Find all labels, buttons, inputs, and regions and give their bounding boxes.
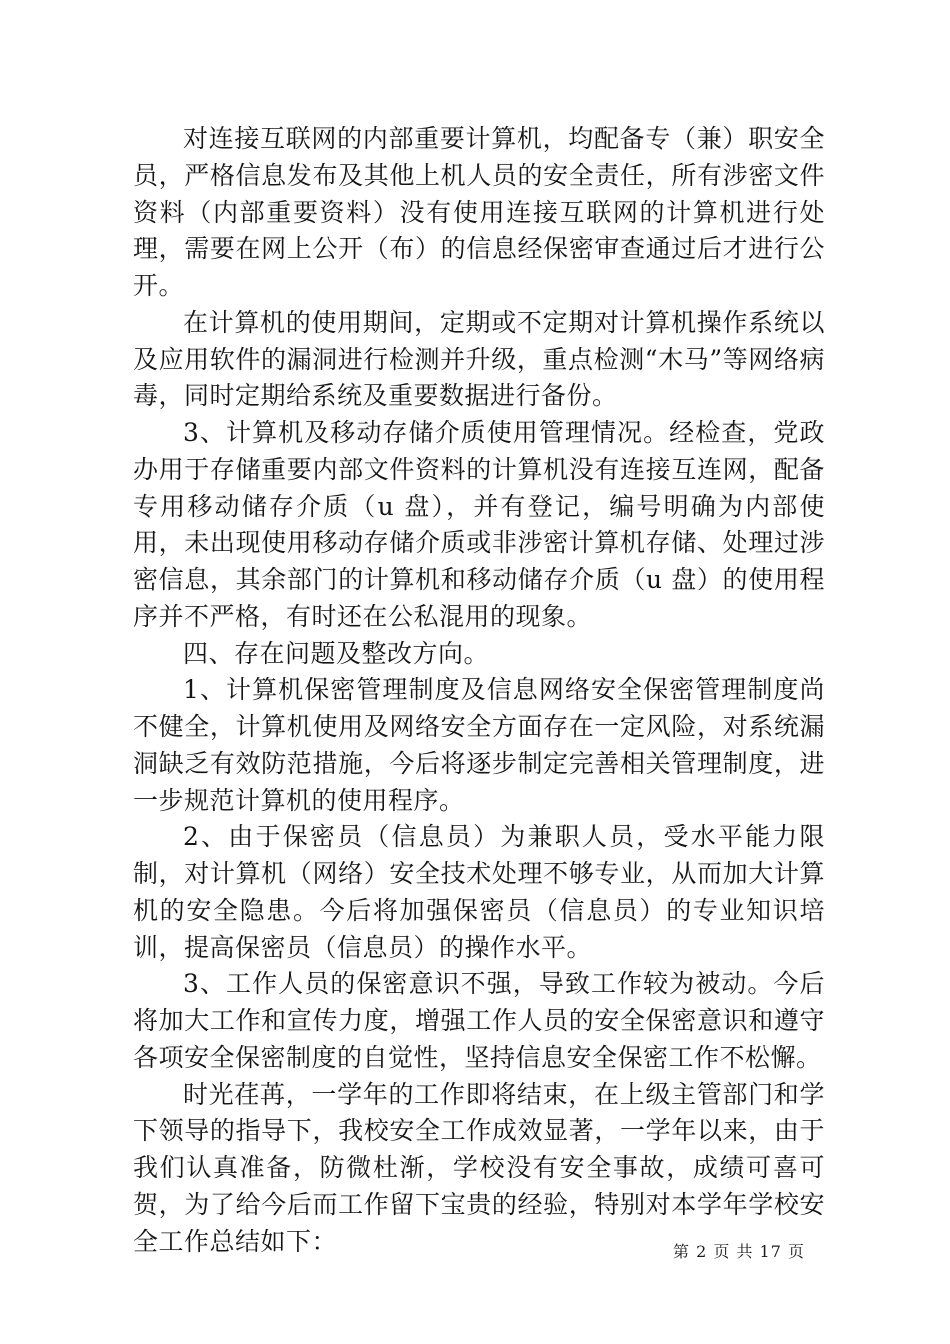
paragraph-school-year-summary-intro: 时光荏苒，一学年的工作即将结束，在上级主管部门和学下领导的指导下，我校安全工作成效显著，一学年以来，由于我们认真准备，防微杜渐，学校没有安全事故，成绩可喜可贺，为了给今后而工作留下宝贵的经验，特别对本学年学校安全工作总结如下：	[133, 1079, 825, 1256]
document-body	[133, 121, 825, 1260]
paragraph-os-updates: 在计算机的使用期间，定期或不定期对计算机操作系统以及应用软件的漏洞进行检测并升级，重点检测“木马”等网络病毒，同时定期给系统及重要数据进行备份。	[133, 307, 825, 411]
paragraph-problem-1: 1、计算机保密管理制度及信息网络安全保密管理制度尚不健全，计算机使用及网络安全方面存在一定风险，对系统漏洞缺乏有效防范措施，今后将逐步制定完善相关管理制度，进一步规范计算机的使用程序。	[133, 675, 825, 815]
page-footer-page-number: 第 2 页 共 17 页	[673, 1242, 805, 1261]
heading-problems-and-rectification: 四、存在问题及整改方向。	[183, 638, 490, 668]
paragraph-storage-media: 3、计算机及移动存储介质使用管理情况。经检查，党政办用于存储重要内部文件资料的计算机没有连接互连网，配备专用移动储存介质（u 盘），并有登记，编号明确为内部使用，未出现使用移动存储介质或非涉密计算机存储、处理过涉密信息，其余部门的计算机和移动储存介质（u 盘）的使用程序并不严格，有时还在公私混用的现象。	[133, 418, 825, 631]
paragraph-problem-2: 2、由于保密员（信息员）为兼职人员，受水平能力限制，对计算机（网络）安全技术处理不够专业，从而加大计算机的安全隐患。今后将加强保密员（信息员）的专业知识培训，提高保密员（信息员）的操作水平。	[133, 822, 825, 962]
paragraph-problem-3: 3、工作人员的保密意识不强，导致工作较为被动。今后将加大工作和宣传力度，增强工作人员的安全保密意识和遵守各项安全保密制度的自觉性，坚持信息安全保密工作不松懈。	[133, 969, 825, 1072]
paragraph-internet-computers: 对连接互联网的内部重要计算机，均配备专（兼）职安全员，严格信息发布及其他上机人员的安全责任，所有涉密文件资料（内部重要资料）没有使用连接互联网的计算机进行处理，需要在网上公开（布）的信息经保密审查通过后才进行公开。	[133, 124, 825, 300]
